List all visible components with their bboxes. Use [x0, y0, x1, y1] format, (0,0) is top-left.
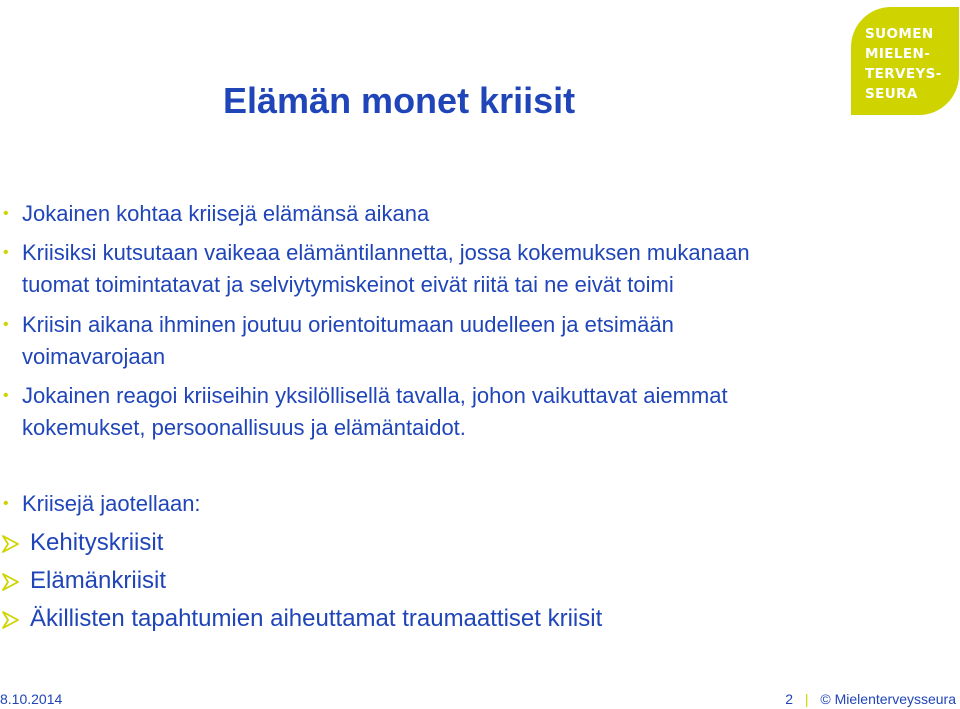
sub-item-text: Elämänkriisit: [30, 567, 167, 594]
arrowhead-bullet-icon: [1, 610, 21, 630]
sub-list-item: [30, 562, 166, 600]
bullet-text: Jokainen kohtaa kriisejä elämänsä aikana: [22, 201, 430, 226]
bullet-continuation: [22, 339, 165, 374]
logo-line: SUOMEN: [865, 26, 934, 42]
page-number: 2: [785, 691, 793, 707]
bullet-text: Kriisejä jaotellaan:: [22, 491, 201, 516]
bullet-dot-icon: •: [3, 387, 9, 404]
bullet-text: Jokainen reagoi kriiseihin yksilöllisellä tavalla, johon vaikuttavat aiemmat: [22, 383, 728, 408]
sub-item-text: Äkillisten tapahtumien aiheuttamat traumaattiset kriisit: [30, 605, 603, 632]
footer-separator: |: [804, 691, 809, 707]
bullet-dot-icon: •: [3, 316, 9, 333]
bullet-text: kokemukset, persoonallisuus ja elämäntaidot.: [22, 415, 466, 440]
bullet-text: voimavarojaan: [22, 344, 166, 369]
logo-line: SEURA: [865, 86, 918, 102]
footer-page-info: [785, 689, 956, 709]
sub-item-text: Kehityskriisit: [30, 529, 164, 556]
copyright-notice: © Mielenterveysseura: [820, 691, 956, 707]
footer-date: 8.10.2014: [0, 691, 63, 707]
bullet-item: [3, 307, 674, 342]
bullet-dot-icon: •: [3, 495, 9, 512]
slide-title: Elämän monet kriisit: [223, 80, 576, 121]
bullet-text: Kriisiksi kutsutaan vaikeaa elämäntilannetta, jossa kokemuksen mukanaan: [22, 240, 750, 265]
bullet-text: Kriisin aikana ihminen joutuu orientoitumaan uudelleen ja etsimään: [22, 312, 674, 337]
sub-list-item: [30, 524, 163, 562]
bullet-text: tuomat toimintatavat ja selviytymiskeinot eivät riitä tai ne eivät toimi: [22, 272, 674, 297]
sub-list-item: [30, 600, 602, 638]
bullet-dot-icon: •: [3, 205, 9, 222]
bullet-continuation: [22, 410, 466, 445]
bullet-item: [3, 378, 728, 413]
mielenterveysseura-logo: [851, 7, 959, 115]
bullet-item: [3, 196, 430, 231]
arrowhead-bullet-icon: [1, 534, 21, 554]
bullet-item: [3, 486, 201, 521]
arrowhead-bullet-icon: [1, 572, 21, 592]
bullet-continuation: [22, 267, 674, 302]
logo-line: MIELEN-: [865, 46, 931, 62]
bullet-dot-icon: •: [3, 244, 9, 261]
bullet-item: [3, 235, 750, 270]
logo-line: TERVEYS-: [865, 66, 942, 82]
